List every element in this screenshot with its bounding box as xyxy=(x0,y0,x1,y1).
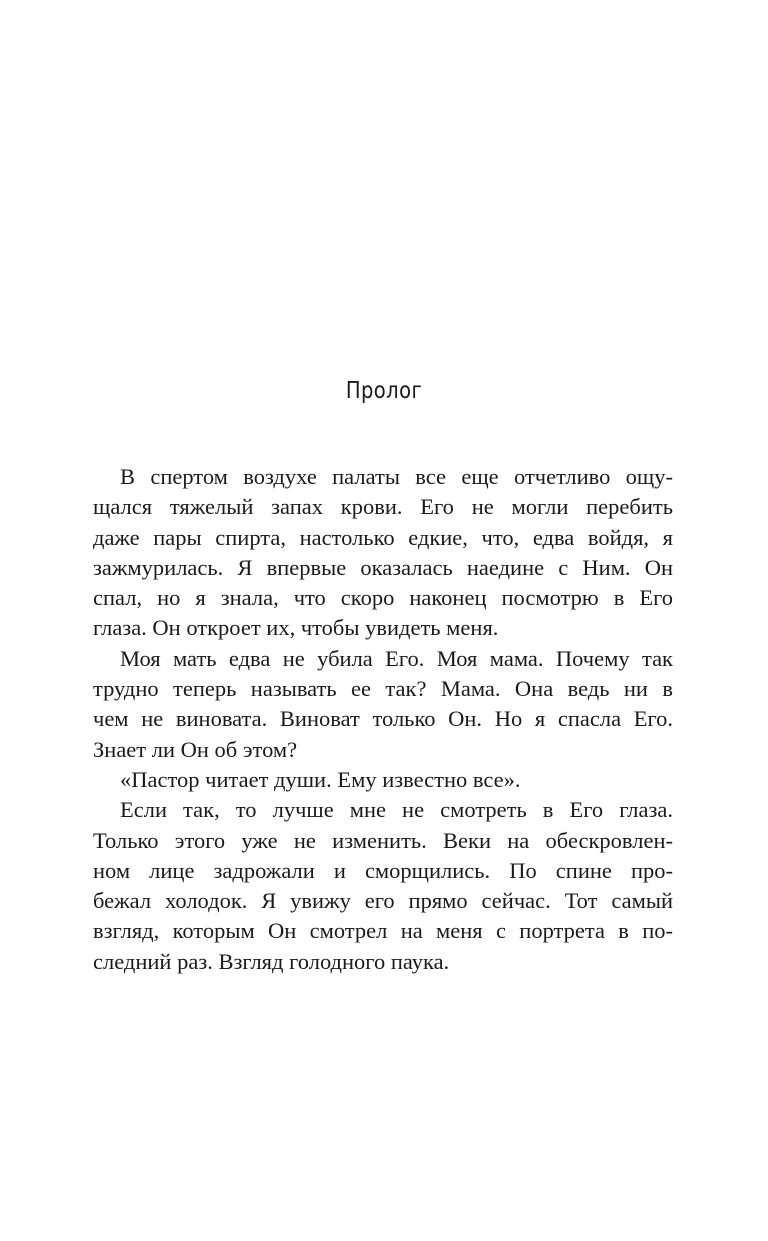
text-line: зажмурилась. Я впервые оказалась наедине с Ним. Он xyxy=(93,554,673,580)
paragraph-2 xyxy=(93,644,673,765)
text-line: бежал холодок. Я увижу его прямо сейчас. Тот самый xyxy=(93,888,673,914)
text-line: ном лице задрожали и сморщились. По спине про- xyxy=(93,857,673,883)
paragraph-4 xyxy=(93,795,673,977)
text-line: Моя мать едва не убила Его. Моя мама. Почему так xyxy=(120,645,673,671)
text-line: даже пары спирта, настолько едкие, что, едва войдя, я xyxy=(93,524,673,550)
text-line: спал, но я знала, что скоро наконец посмотрю в Его xyxy=(93,585,673,611)
chapter-body xyxy=(93,462,673,977)
text-line: следний раз. Взгляд голодного паука. xyxy=(93,948,450,974)
text-line: Только этого уже не изменить. Веки на обескровлен- xyxy=(93,827,673,853)
text-line: трудно теперь называть ее так? Мама. Она ведь ни в xyxy=(93,676,673,702)
paragraph-3 xyxy=(93,765,673,795)
text-line: чем не виновата. Виноват только Он. Но я спасла Его. xyxy=(93,706,673,732)
text-line: В спертом воздухе палаты все еще отчетливо ощу- xyxy=(120,464,673,489)
text-line: Если так, то лучше мне не смотреть в Его глаза. xyxy=(120,797,673,823)
text-line: «Пастор читает души. Ему известно все». xyxy=(120,766,521,792)
paragraph-1 xyxy=(93,462,673,644)
text-line: Знает ли Он об этом? xyxy=(93,736,298,762)
chapter-title: Пролог xyxy=(345,378,423,404)
text-line: глаза. Он откроет их, чтобы увидеть меня. xyxy=(93,615,499,641)
text-line: взгляд, которым Он смотрел на меня с портрета в по- xyxy=(93,918,673,944)
text-line: щался тяжелый запах крови. Его не могли перебить xyxy=(93,494,673,520)
